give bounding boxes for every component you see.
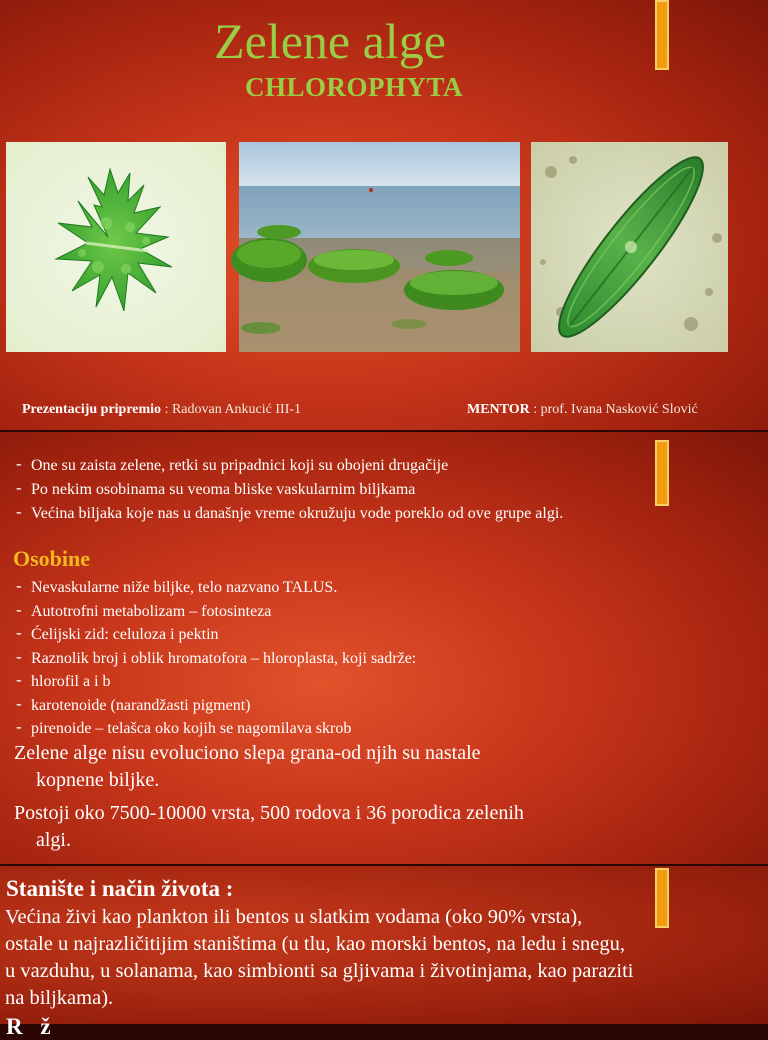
features-bullet-list — [14, 576, 654, 741]
credits-mentor — [467, 402, 698, 418]
list-item: - pirenoide – telašca oko kojih se nagomilava skrob — [14, 717, 654, 741]
paragraph-line: kopnene biljke. — [36, 769, 160, 791]
credits-mentor-label: MENTOR — [467, 402, 530, 417]
list-item: - Nevaskularne niže biljke, telo nazvano TALUS. — [14, 576, 654, 600]
paragraph-line: Zelene alge nisu evoluciono slepa grana-od njih su nastale — [14, 742, 481, 764]
intro-bullet-list — [14, 454, 654, 526]
list-item: - karotenoide (narandžasti pigment) — [14, 694, 654, 718]
micrasterias-photo — [6, 142, 226, 352]
credits-mentor-value: : prof. Ivana Nasković Slović — [529, 402, 698, 417]
credits-presenter — [22, 402, 301, 418]
algae-rocks-beach-photo — [239, 142, 520, 352]
title-slide — [0, 0, 768, 430]
slide-accent-bar — [655, 440, 669, 506]
slide-title: Zelene alge — [214, 13, 446, 69]
evolution-paragraph — [14, 740, 634, 794]
characteristics-slide — [0, 432, 768, 864]
habitat-paragraph: Većina živi kao plankton ili bentos u slatkim vodama (oko 90% vrsta), ostale u najrazličitijim staništima (u tlu, kao morski bentos, na ledu i snegu, u vazduhu, u solanama, kao simbionti sa gljivama i životinjama, kao paraziti na biljkama). — [5, 906, 634, 1009]
list-item: - Autotrofni metabolizam – fotosinteza — [14, 600, 654, 624]
slide-subtitle: CHLOROPHYTA — [245, 72, 464, 102]
list-item: - hlorofil a i b — [14, 670, 654, 694]
slide-accent-bar — [655, 868, 669, 928]
section-heading-habitat: Stanište i način života : — [6, 876, 234, 901]
paragraph-line: algi. — [36, 829, 71, 851]
next-heading-cut-off: R ž — [6, 1014, 57, 1039]
list-item: - Ćelijski zid: celuloza i pektin — [14, 623, 654, 647]
section-heading-osobine: Osobine — [13, 546, 91, 571]
list-item: - Većina biljaka koje nas u današnje vreme okružuju vode poreklo od ove grupe algi. — [14, 502, 654, 526]
credits-presenter-value: : Radovan Ankucić III-1 — [161, 402, 302, 417]
paragraph-line: Postoji oko 7500-10000 vrsta, 500 rodova i 36 porodica zelenih — [14, 802, 524, 824]
desmid-microscope-photo — [531, 142, 728, 352]
habitat-slide — [0, 866, 768, 1039]
credits-presenter-label: Prezentaciju pripremio — [22, 402, 162, 417]
species-count-paragraph — [14, 800, 634, 854]
list-item: - Po nekim osobinama su veoma bliske vaskularnim biljkama — [14, 478, 654, 502]
list-item: - Raznolik broj i oblik hromatofora – hloroplasta, koji sadrže: — [14, 647, 654, 671]
list-item: - One su zaista zelene, retki su pripadnici koji su obojeni drugačije — [14, 454, 654, 478]
